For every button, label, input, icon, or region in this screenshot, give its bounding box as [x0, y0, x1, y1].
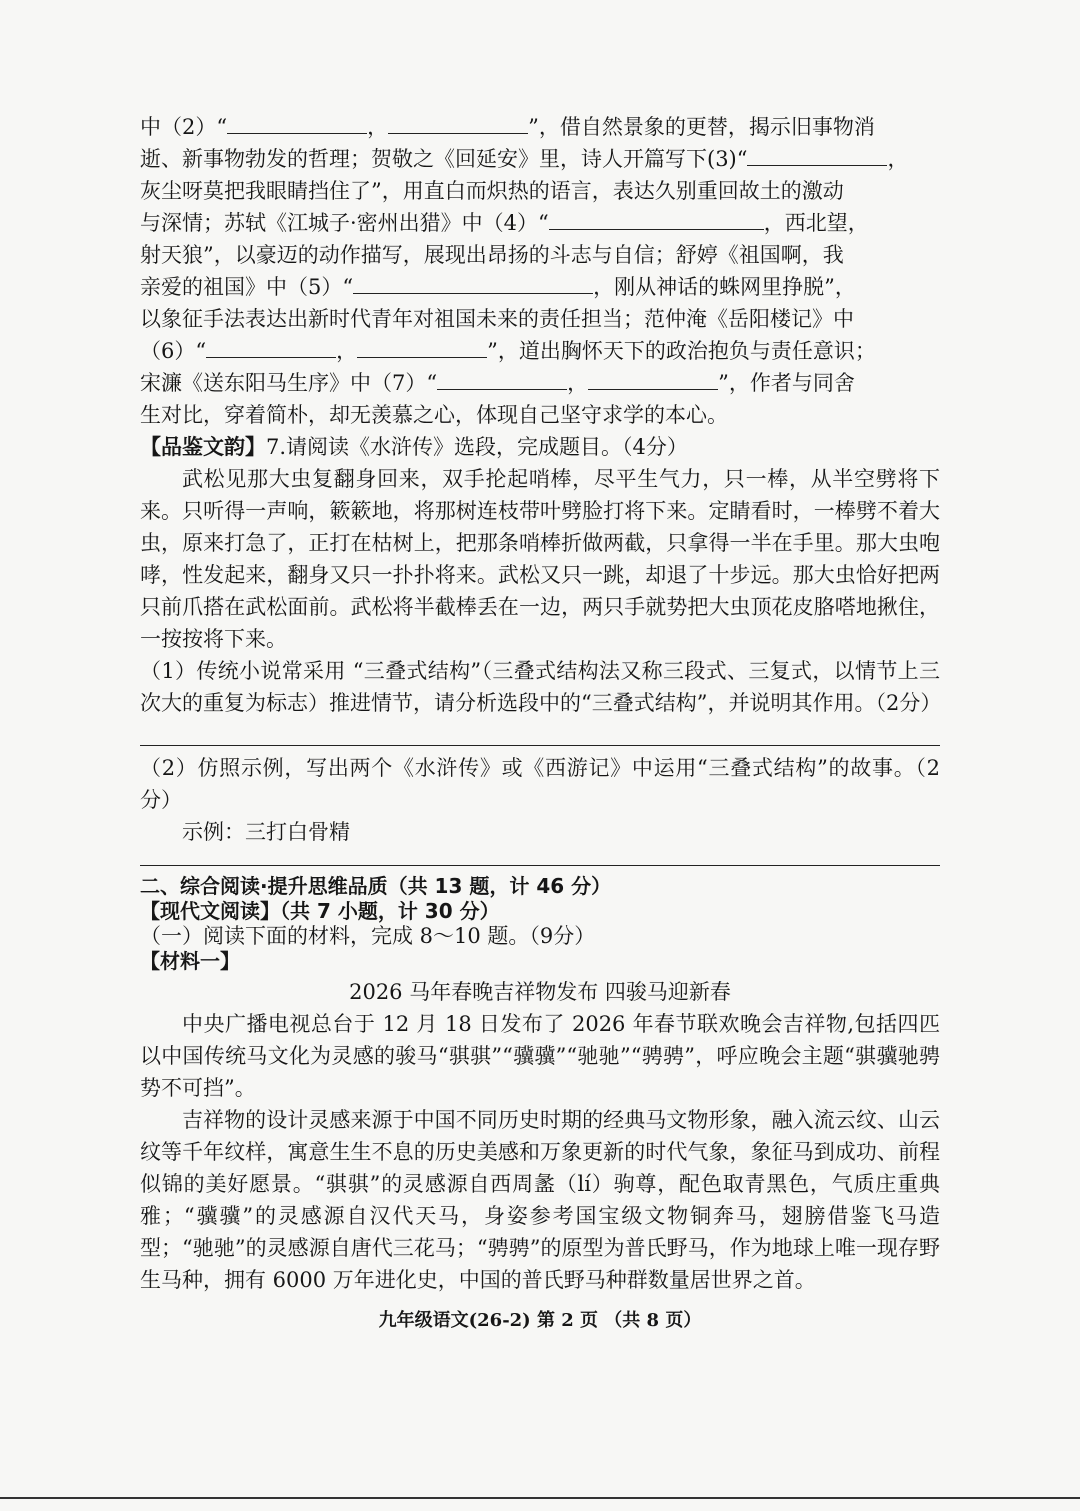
question-7-title: 7.请阅读《水浒传》选段，完成题目。（4分）: [266, 435, 688, 459]
answer-blank-4[interactable]: [549, 207, 764, 230]
article-block: [140, 976, 940, 1296]
scan-bottom-edge: [0, 1497, 1080, 1499]
section-2-block: [140, 874, 940, 974]
article-paragraph-1: 中央广播电视总台于 12 月 18 日发布了 2026 年春节联欢晚会吉祥物,包括四匹以中国传统马文化为灵感的骏马“骐骐”“骥骥”“驰驰”“骋骋”，呼应晚会主题“骐骥驰骋 势不可挡”。: [140, 1012, 940, 1100]
answer-line-7-2[interactable]: [140, 865, 940, 866]
line-4: 与深情；苏轼《江城子·密州出猎》中（4）“ ，西北望，: [140, 207, 940, 239]
answer-blank-5[interactable]: [353, 271, 593, 294]
section-tag: 【品鉴文韵】: [140, 434, 266, 459]
line-6: 亲爱的祖国》中（5）“ ，刚从神话的蛛网里挣脱”，: [140, 271, 940, 303]
line-2: 逝、新事物勃发的哲理；贺敬之《回延安》里，诗人开篇写下(3)“ ，: [140, 143, 940, 175]
answer-blank-2b[interactable]: [388, 111, 528, 134]
line-3: 灰尘呀莫把我眼睛挡住了”，用直白而炽热的语言，表达久别重回故土的激动: [140, 179, 844, 203]
line-1: 中（2）“ ， ”，借自然景象的更替，揭示旧事物消: [140, 111, 940, 143]
part-1-instruction: （一）阅读下面的材料，完成 8～10 题。（9分）: [140, 924, 596, 948]
modern-reading-heading: 【现代文阅读】（共 7 小题，计 30 分）: [140, 899, 500, 923]
example-text: 示例：三打白骨精: [182, 820, 350, 844]
shuihu-passage: 武松见那大虫复翻身回来，双手抡起哨棒，尽平生气力，只一棒，从半空劈将下来。只听得一声响，簌簌地，将那树连枝带叶劈脸打将下来。定睛看时，一棒劈不着大虫，原来打急了，正打在枯树上，把那条哨棒折做两截，只拿得一半在手里。那大虫咆哮，性发起来，翻身又只一扑扑将来。武松又只一跳，却退了十步远。那大虫恰好把两只前爪搭在武松面前。武松将半截棒丢在一边，两只手就势把大虫顶花皮胳嗒地揪住，一按按将下来。: [140, 467, 940, 651]
question-7-1: （1）传统小说常采用 “三叠式结构”（三叠式结构法又称三段式、三复式，以情节上三次大的重复为标志）推进情节，请分析选段中的“三叠式结构”，并说明其作用。（2分）: [140, 659, 942, 715]
article-paragraph-2: 吉祥物的设计灵感来源于中国不同历史时期的经典马文物形象，融入流云纹、山云纹等千年纹样，寓意生生不息的历史美感和万象更新的时代气象，象征马到成功、前程似锦的美好愿景。“骐骐”的灵感源自西周盠（lí）驹尊，配色取青黑色，气质庄重典雅；“骥骥”的灵感源自汉代天马，身姿参考国宝级文物铜奔马，翅膀借鉴飞马造型；“驰驰”的灵感源自唐代三花马；“骋骋”的原型为普氏野马，作为地球上唯一现存野生马种，拥有 6000 万年进化史，中国的普氏野马种群数量居世界之首。: [140, 1108, 940, 1292]
page-footer: 九年级语文(26-2) 第 2 页 （共 8 页）: [378, 1310, 702, 1331]
answer-blank-2a[interactable]: [227, 111, 367, 134]
section-2-title: 二、综合阅读·提升思维品质（共 13 题，计 46 分）: [140, 874, 612, 898]
answer-blank-3[interactable]: [747, 143, 887, 166]
question-7-2-block: [140, 752, 940, 848]
recitation-block: [140, 111, 940, 719]
line-7: 以象征手法表达出新时代青年对祖国未来的责任担当；范仲淹《岳阳楼记》中: [140, 307, 854, 331]
line-10: 生对比，穿着简朴，却无羡慕之心，体现自己坚守求学的本心。: [140, 403, 728, 427]
question-7-2: （2）仿照示例，写出两个《水浒传》或《西游记》中运用“三叠式结构”的故事。（2分）: [140, 756, 940, 812]
line-8: （6）“ ， ”，道出胸怀天下的政治抱负与责任意识；: [140, 335, 940, 367]
answer-line-7-1[interactable]: [140, 745, 940, 746]
question-7-heading: [140, 431, 940, 463]
answer-blank-6a[interactable]: [206, 335, 336, 358]
answer-blank-7a[interactable]: [437, 367, 567, 390]
line-9: 宋濂《送东阳马生序》中（7）“ ， ”，作者与同舍: [140, 367, 940, 399]
answer-blank-6b[interactable]: [357, 335, 487, 358]
answer-blank-7b[interactable]: [588, 367, 718, 390]
material-1-label: 【材料一】: [140, 949, 240, 973]
line-5: 射天狼”，以豪迈的动作描写，展现出昂扬的斗志与自信；舒婷《祖国啊，我: [140, 243, 844, 267]
article-headline: 2026 马年春晚吉祥物发布 四骏马迎新春: [349, 980, 731, 1004]
